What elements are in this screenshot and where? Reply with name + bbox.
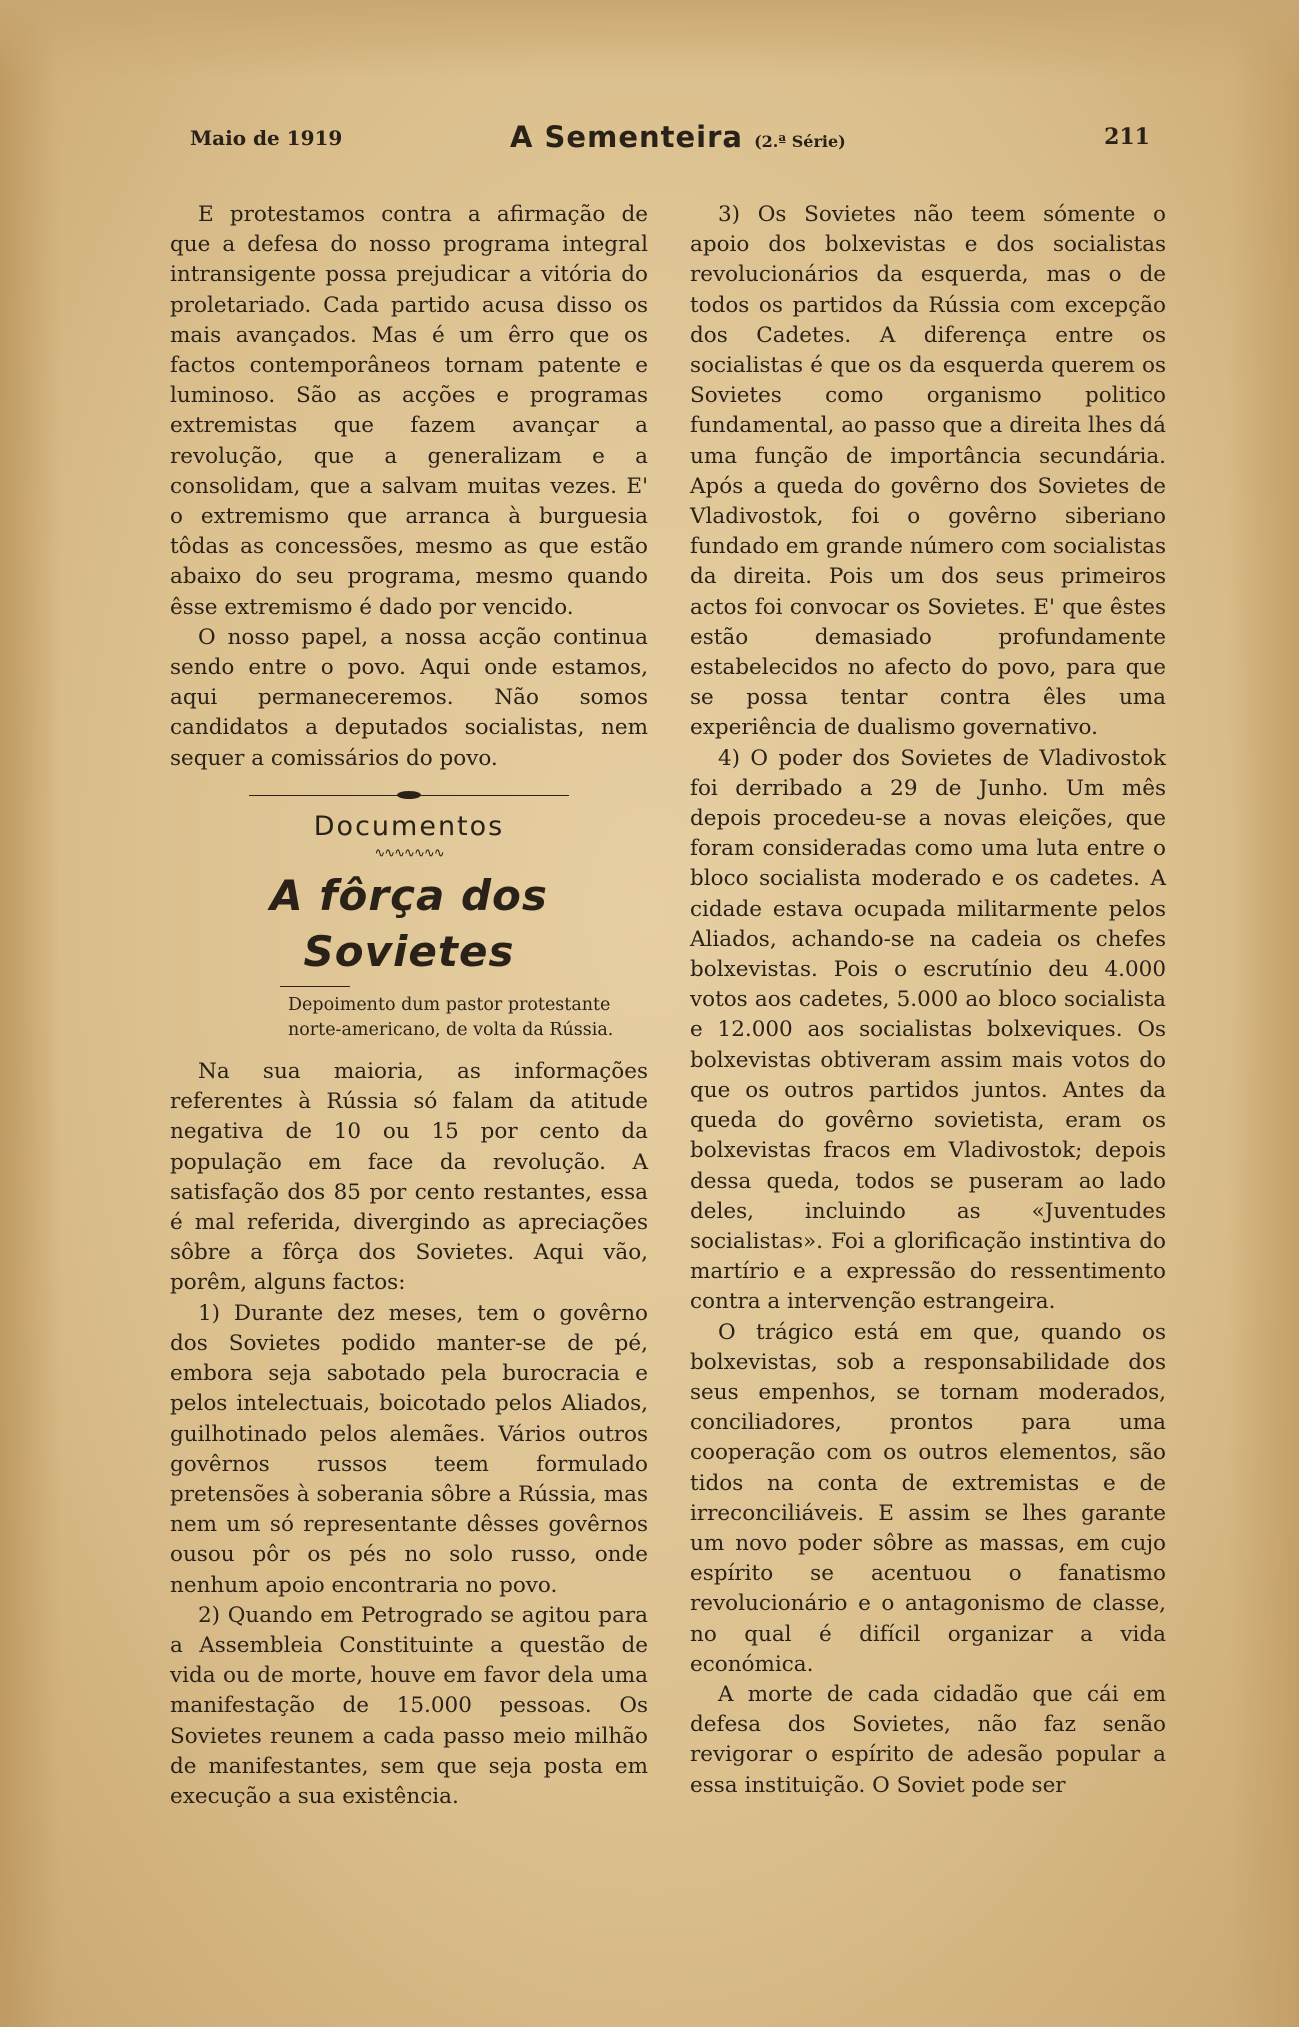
header-title-text: A Sementeira (510, 120, 743, 154)
article-title: A fôrça dos Sovietes (270, 871, 548, 977)
left-column (170, 200, 648, 1812)
article-subtitle: Depoimento dum pastor protestante norte-americano, de volta da Rússia. (288, 995, 614, 1041)
paragraph: A morte de cada cidadão que cái em defesa dos Sovietes, não faz senão revigorar o espírito de adesão popular a essa instituição. O Soviet pode ser (690, 1681, 1166, 1798)
header-title (510, 120, 846, 154)
paragraph: 4) O poder dos Sovietes de Vladivostok foi derribado a 29 de Junho. Um mês depois procedeu-se a novas eleições, que foram consideradas como uma luta entre o bloco socialista moderado e os cadetes. A cidade estava ocupada militarmente pelos Aliados, achando-se na cadeia os chefes bolxevistas. Pois o escrutínio deu 4.000 votos aos cadetes, 5.000 ao bloco socialista e 12.000 aos socialistas bolxeviques. Os bolxevistas obtiveram assim mais votos do que os outros partidos juntos. Antes da queda do govêrno sovietista, eram os bolxevistas fracos em Vladivostok; depois dessa queda, todos se puseram ao lado deles, incluindo as «Juventudes socialistas». Foi a glorificação instintiva do martírio e a expressão do ressentimento contra a intervenção estrangeira. (690, 745, 1166, 1315)
header-date: Maio de 1919 (190, 126, 343, 150)
paper-edge-stain-left (0, 0, 60, 2027)
paper-edge-stain-top (0, 0, 1299, 80)
paragraph: 1) Durante dez meses, tem o govêrno dos Sovietes podido manter-se de pé, embora seja sabotado pela burocracia e pelos intelectuais, boicotado pelos Aliados, guilhotinado pelos alemães. Vários outros govêrnos russos teem formulado pretensões à soberania sôbre a Rússia, mas nem um só representante dêsses govêrnos ousou pôr os pés no solo russo, onde nenhum apoio encontraria no povo. (170, 1300, 648, 1598)
section-heading: Documentos (313, 810, 505, 842)
header-series: (2.ª Série) (754, 132, 846, 151)
running-header (190, 120, 1150, 160)
title-underline (280, 986, 350, 987)
paragraph: 2) Quando em Petrogrado se agitou para a Assembleia Constituinte a questão de vida ou de morte, houve em favor dela uma manifestação de 15.000 pessoas. Os Sovietes reunem a cada passo meio milhão de manifestantes, sem que seja posta em execução a sua existência. (170, 1602, 648, 1809)
paragraph: O trágico está em que, quando os bolxevistas, sob a responsabilidade dos seus empenhos, se tornam moderados, conciliadores, prontos para uma cooperação com os outros elementos, são tidos na conta de extremistas e de irreconciliáveis. E assim se lhes garante um novo poder sôbre as massas, em cujo espírito se acentuou o fanatismo revolucionário e o antagonismo de classe, no qual é difícil organizar a vida económica. (690, 1319, 1166, 1677)
paragraph: O nosso papel, a nossa acção continua sendo entre o povo. Aqui onde estamos, aqui permaneceremos. Não somos candidatos a deputados socialistas, nem sequer a comissários do povo. (170, 624, 648, 771)
page-number: 211 (1104, 124, 1150, 150)
paragraph: Na sua maioria, as informações referentes à Rússia só falam da atitude negativa de 10 ou 15 por cento da população em face da revolução. A satisfação dos 85 por cento restantes, essa é mal referida, divergindo as apreciações sôbre a fôrça dos Sovietes. Aqui vão, porêm, alguns factos: (170, 1059, 648, 1296)
right-column (690, 200, 1166, 1801)
paper-edge-stain-right (1229, 0, 1299, 2027)
paragraph: 3) Os Sovietes não teem sómente o apoio dos bolxevistas e dos socialistas revolucionários da esquerda, mas o de todos os partidos da Rússia com excepção dos Cadetes. A diferença entre os socialistas é que os da esquerda querem os Sovietes como organismo politico fundamental, ao passo que a direita lhes dá uma função de importância secundária. Após a queda do govêrno dos Sovietes de Vladivostok, foi o govêrno siberiano fundado em grande número com socialistas da direita. Pois um dos seus primeiros actos foi convocar os Sovietes. E' que êstes estão demasiado profundamente estabelecidos no afecto do povo, para que se possa tentar contra êles uma experiência de dualismo governativo. (690, 202, 1166, 741)
ornamental-divider (249, 788, 569, 802)
paragraph: E protestamos contra a afirmação de que a defesa do nosso programa integral intransigente possa prejudicar a vitória do proletariado. Cada partido acusa disso os mais avançados. Mas é um êrro que os factos contemporâneos tornam patente e luminoso. São as acções e programas extremistas que fazem avançar a revolução, que a generalizam e a consolidam, que a salvam muitas vezes. E' o extremismo que arranca à burguesia tôdas as concessões, mesmo as que estão abaixo do seu programa, mesmo quando êsse extremismo é dado por vencido. (170, 202, 648, 620)
wavy-ornament-icon: ∿∿∿∿∿∿∿ (374, 846, 444, 862)
